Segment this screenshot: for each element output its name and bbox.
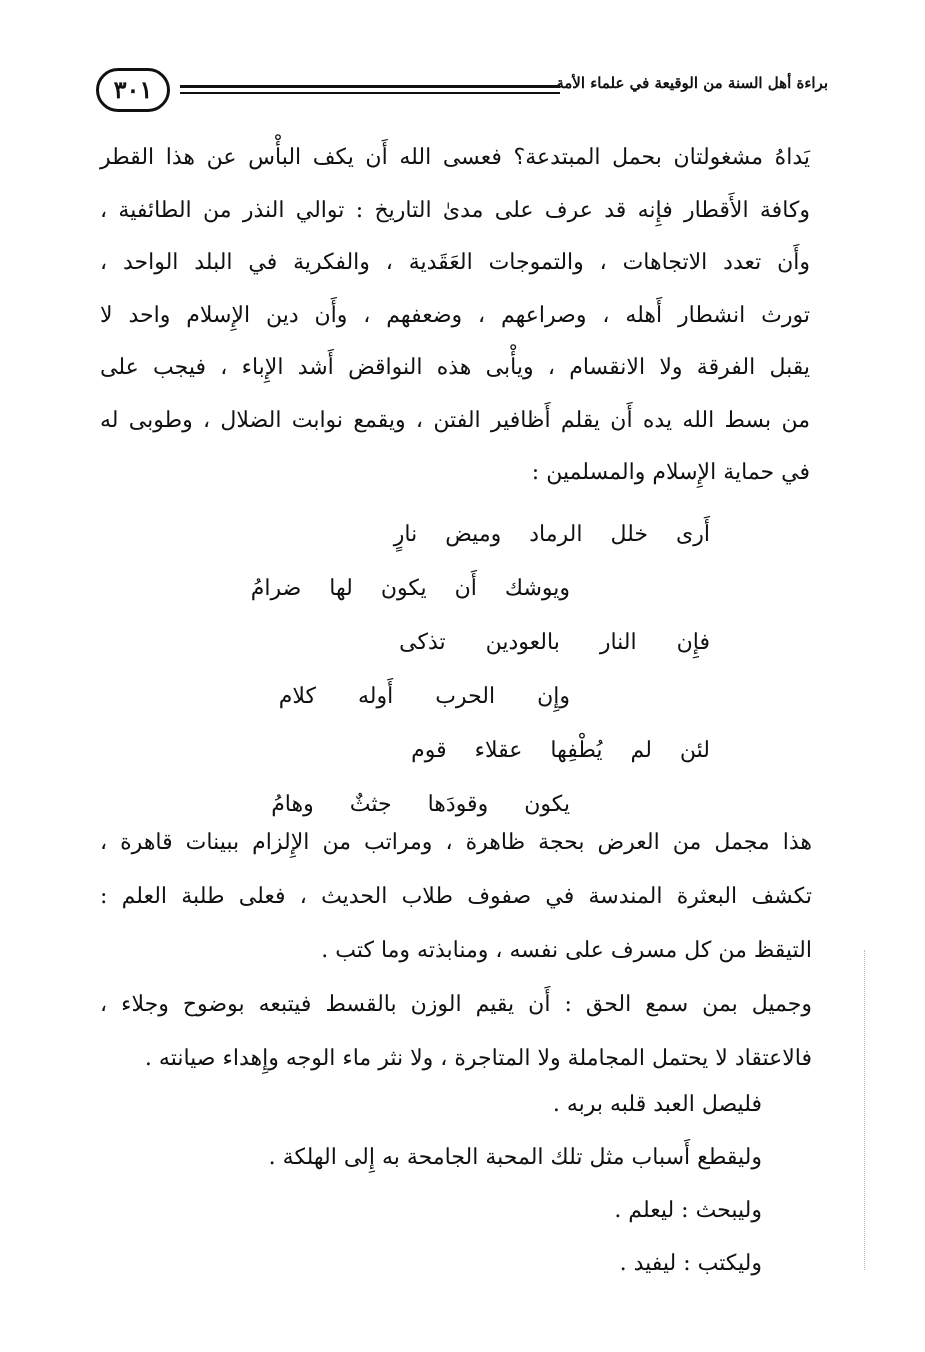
paragraph-1 [100,132,810,500]
poem-verse [150,724,710,778]
text-line: يقبل الفرقة ولا الانقسام ، ويأْبى هذه النواقض أَشد الإِباء ، فيجب على [100,355,810,380]
text-line: وأَن تعدد الاتجاهات ، والتموجات العَقَدية ، والفكرية في البلد الواحد ، [100,250,810,275]
poem-word: تذكى [399,630,446,655]
text-line: يَداهُ مشغولتان بحمل المبتدعة؟ فعسى الله أَن يكف البأْس عن هذا القطر [100,145,810,170]
poem-word: الرماد [529,522,583,547]
poem-word: وميض [445,522,502,547]
text-line: فالاعتقاد لا يحتمل المجاملة ولا المتاجرة ، ولا نثر ماء الوجه وإِهداء صيانته . [144,1046,812,1071]
running-title: براءة أهل السنة من الوقيعة في علماء الأمة [556,74,828,92]
poem-verse [150,616,710,670]
poem-word: يُطْفِها [550,738,603,763]
page-number: ٣٠١ [96,68,170,112]
paragraph-2 [100,816,812,1086]
text-line: هذا مجمل من العرض بحجة ظاهرة ، ومراتب من الإِلزام ببينات قاهرة ، [100,830,812,855]
text-line: في حماية الإِسلام والمسلمين : [531,460,810,485]
text-line: وجميل بمن سمع الحق : أَن يقيم الوزن بالقسط فيتبعه بوضوح وجلاء ، [100,992,812,1017]
poem-word: يكون [524,792,570,817]
poem-word: لئن [679,738,710,763]
poem-word: خلل [610,522,649,547]
poem-verse [150,670,710,724]
list-item: وليكتب : ليفيد . [619,1251,762,1276]
poem-word: عقلاء [474,738,523,763]
scan-margin-mark [864,950,865,1270]
poem-verse [150,562,710,616]
closing-list [100,1078,762,1290]
poem-verse [150,508,710,562]
poem-word: الحرب [435,684,496,709]
text-line: تكشف البعثرة المندسة في صفوف طلاب الحديث ، فعلى طلبة العلم : [100,884,812,909]
poem-word: وهامُ [271,792,314,817]
poem-word: وإِن [537,684,570,709]
poem-word: بالعودين [485,630,560,655]
header-rule [180,85,560,88]
poem-word: وقودَها [427,792,489,817]
list-item: وليقطع أَسباب مثل تلك المحبة الجامحة به إِلى الهلكة . [268,1145,762,1170]
poem-word: ضرامُ [250,576,302,601]
header-rule [180,92,560,94]
text-line: التيقظ من كل مسرف على نفسه ، ومنابذته وما كتب . [321,938,812,963]
text-line: من بسط الله يده أَن يقلم أَظافير الفتن ، ويقمع نوابت الضلال ، وطوبى له [100,407,810,433]
poem-word: يكون [380,576,427,601]
text-line: تورث انشطار أَهله ، وصراعهم ، وضعفهم ، وأَن دين الإِسلام واحد لا [100,302,810,328]
list-item: وليبحث : ليعلم . [614,1198,762,1223]
poem-word: كلام [278,684,316,709]
page-header [96,68,828,116]
poem-word: لم [630,738,652,763]
poem-word: قوم [411,738,447,763]
poem-word: أَن [454,576,477,601]
poem [150,508,710,832]
poem-word: أَوله [357,684,394,709]
poem-word: فإِن [676,630,710,655]
poem-word: ويوشك [504,576,570,601]
poem-word: جثثٌ [349,792,392,817]
text-line: وكافة الأَقطار فإِنه قد عرف على مدىٰ التاريخ : توالي النذر من الطائفية ، [100,197,810,223]
poem-word: لها [329,576,353,601]
poem-word: النار [599,630,637,655]
poem-word: أَرى [676,522,710,547]
list-item: فليصل العبد قلبه بربه . [552,1092,762,1117]
poem-word: نارٍ [393,522,418,547]
